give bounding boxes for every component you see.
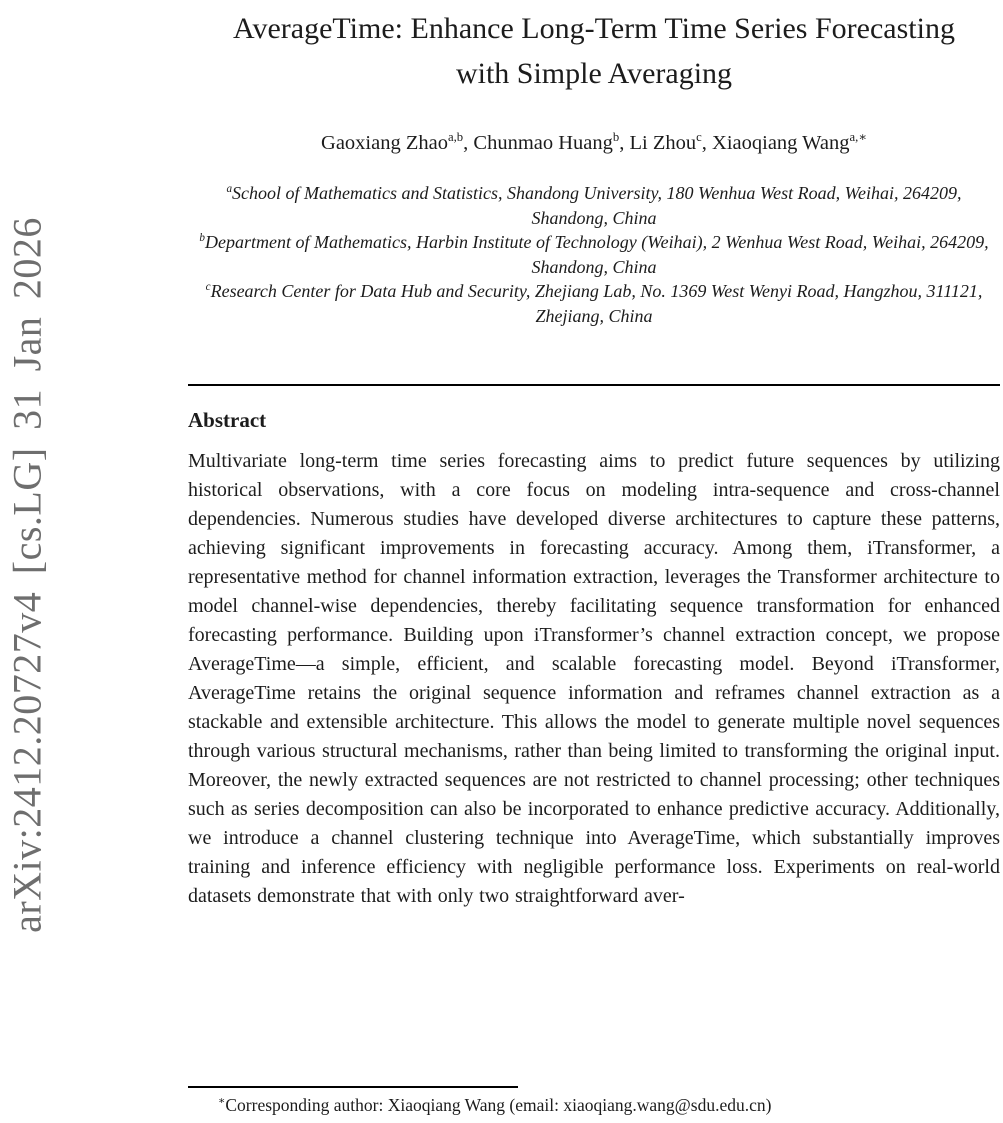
author-2: , Chunmao Huang$^b$ (463, 130, 620, 154)
paper-content (188, 0, 1000, 911)
affiliation-line-b: $^b$Department of Mathematics, Harbin Institute of Technology (Weihai), 2 Wenhua West Road, Weihai, 264209, Shandong, China (199, 232, 989, 277)
footnote-rule (188, 1086, 518, 1088)
paper-title: AverageTime: Enhance Long-Term Time Series Forecasting with Simple Averaging (233, 12, 955, 90)
separator-rule (188, 384, 1000, 386)
footnote-marker: ∗ (218, 1095, 226, 1108)
author-3-affil-marker: c (696, 130, 702, 145)
affiliation-c-marker: c (205, 281, 211, 293)
affiliation-line-a: $^a$School of Mathematics and Statistics, Shandong University, 180 Wenhua West Road, Weihai, 264209, Shandong, China (226, 183, 962, 228)
affiliation-a-marker: a (226, 183, 233, 195)
author-1-affil-marker: a,b (447, 130, 464, 145)
author-2-affil-marker: b (612, 130, 620, 145)
abstract-heading: Abstract (188, 408, 267, 432)
affiliations (188, 181, 1000, 328)
arxiv-watermark: arXiv:2412.20727v4 [cs.LG] 31 Jan 2026 (4, 217, 50, 933)
author-4: , Xiaoqiang Wang$^{a,∗}$ (701, 130, 867, 154)
abstract-text: Multivariate long-term time series forecasting aims to predict future sequences by utilizing historical observations, with a core focus on modeling intra-sequence and cross-channel dependencies. Numerous studies have developed diverse architectures to capture these patterns, achieving significant improvements in forecasting accuracy. Among them, iTransformer, a representative method for channel information extraction, leverages the Transformer architecture to model channel-wise dependencies, thereby facilitating sequence transformation for enhanced forecasting performance. Building upon iTransformer’s channel extraction concept, we propose AverageTime—a simple, efficient, and scalable forecasting model. Beyond iTransformer, AverageTime retains the original sequence information and reframes channel extraction as a stackable and extensible architecture. This allows the model to generate multiple novel sequences through various structural mechanisms, rather than being limited to transforming the original input. Moreover, the newly extracted sequences are not restricted to channel processing; other techniques such as series decomposition can also be incorporated to enhance predictive accuracy. Additionally, we introduce a channel clustering technique into AverageTime, which substantially improves training and inference efficiency with negligible performance loss. Experiments on real-world datasets demonstrate that with only two straightforward aver- (188, 450, 1000, 907)
footnote-block (188, 1086, 1000, 1116)
affiliation-line-c: $^c$Research Center for Data Hub and Security, Zhejiang Lab, No. 1369 West Wenyi Road, Hangzhou, 311121, Zhejiang, China (205, 281, 983, 326)
author-4-affil-marker: a,∗ (849, 130, 867, 145)
author-1: Gaoxiang Zhao$^{a,b}$ (321, 130, 464, 154)
author-line (188, 132, 1000, 155)
affiliation-b-marker: b (199, 232, 205, 244)
corresponding-author-footnote: ∗Corresponding author: Xiaoqiang Wang (email: xiaoqiang.wang@sdu.edu.cn) (218, 1095, 772, 1115)
author-3: , Li Zhou$^c$ (619, 130, 702, 154)
